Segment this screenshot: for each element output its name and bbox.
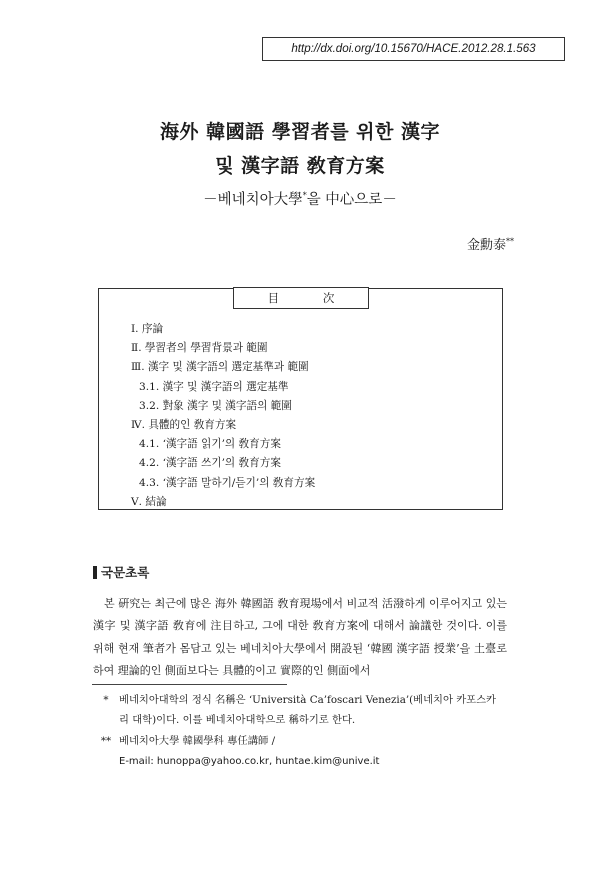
toc-item: Ⅰ. 序論	[131, 323, 164, 335]
footnote-1-line-2: 리 대학)이다. 이를 베네치아대학으로 稱하기로 한다.	[119, 714, 356, 727]
author-name: 金勳泰	[466, 238, 506, 253]
heading-bar-marker	[93, 566, 97, 579]
toc-item: Ⅲ. 漢字 및 漢字語의 選定基準과 範圍	[131, 361, 309, 374]
author-footnote-mark: **	[506, 237, 514, 246]
email-label: E-mail:	[119, 755, 157, 767]
table-of-contents	[98, 288, 503, 510]
footnotes	[93, 690, 513, 772]
toc-subitem: 4.1. ‘漢字語 읽기’의 敎育方案	[139, 438, 281, 451]
toc-header: 目 次	[233, 287, 369, 309]
toc-item: Ⅴ. 結論	[131, 495, 167, 508]
author	[467, 234, 514, 253]
footnote-2	[93, 731, 513, 751]
toc-subitem: 4.2. ‘漢字語 쓰기’의 敎育方案	[139, 457, 281, 470]
subtitle-footnote-mark: *	[302, 191, 307, 200]
footnote-2-line-1: 베네치아大學 韓國學科 專任講師 /	[119, 734, 276, 747]
toc-item: Ⅳ. 具體的인 敎育方案	[131, 418, 237, 431]
toc-subitem: 3.1. 漢字 및 漢字語의 選定基準	[139, 380, 289, 393]
footnote-1	[93, 690, 513, 710]
paper-title-line-1: 海外 韓國語 學習者를 위한 漢字	[159, 121, 441, 143]
footnote-1-mark: *	[103, 694, 109, 706]
paper-title-line-2: 및 漢字語 敎育方案	[215, 155, 385, 177]
abstract-paragraph: 본 硏究는 최근에 많은 海外 韓國語 敎育現場에서 비교적 活潑하게 이루어지고 있는 漢字 및 漢字語 敎育에 注目하고, 그에 대한 敎育方案에 대해서 論議한 것이다. 이를 위해 현재 筆者가 몸담고 있는 베네치아大學에서 開設된 ‘韓國 漢字語 授業’을 土臺로 하여 理論的인 側面보다는 具體的이고 實際的인 側面에서	[93, 597, 507, 677]
footnote-2-mark: **	[100, 734, 112, 747]
toc-item: Ⅱ. 學習者의 學習背景과 範圍	[131, 342, 268, 355]
email-addresses[interactable]: hunoppa@yahoo.co.kr, huntae.kim@unive.it	[156, 755, 380, 767]
toc-subitem: 4.3. ‘漢字語 말하기/듣기’의 敎育方案	[139, 476, 316, 489]
footnote-2-email-line	[93, 751, 513, 772]
toc-subitem: 3.2. 對象 漢字 및 漢字語의 範圍	[139, 399, 292, 412]
paper-subtitle	[0, 188, 600, 209]
footnote-divider	[92, 684, 287, 685]
subtitle-prefix: －베네치아大學	[203, 192, 303, 208]
doi-box[interactable]: http://dx.doi.org/10.15670/HACE.2012.28.1.563	[262, 37, 565, 61]
abstract-heading-text: 국문초록	[101, 565, 150, 580]
toc-list	[131, 320, 315, 512]
footnote-1-line-1: 베네치아대학의 정식 名稱은 ‘Università Ca’foscari Venezia’(베네치아 카포스카	[119, 694, 496, 706]
subtitle-suffix: 을 中心으로－	[306, 192, 397, 208]
abstract-heading	[93, 563, 149, 581]
abstract-body	[93, 593, 507, 682]
